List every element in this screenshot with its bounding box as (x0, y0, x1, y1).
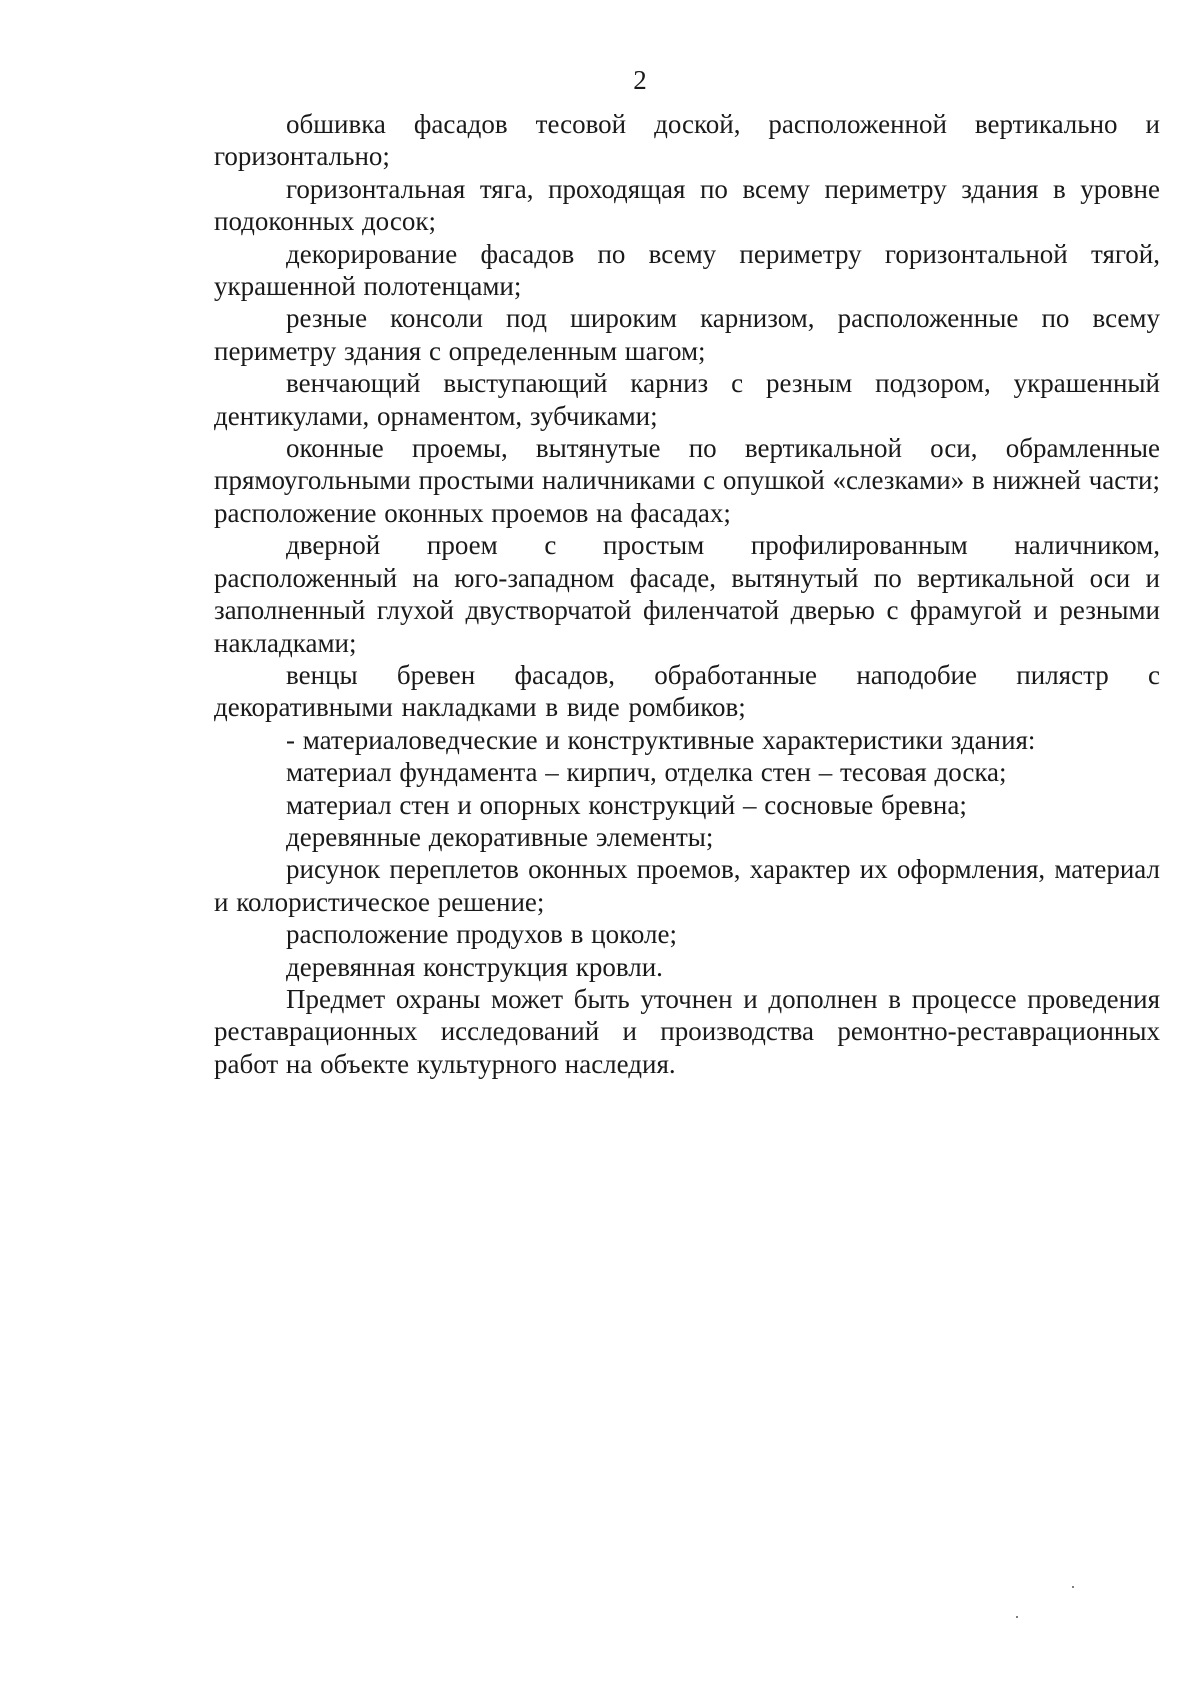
paragraph: обшивка фасадов тесовой доской, расположенной вертикально и горизонтально; (214, 109, 1160, 172)
paragraph: венцы бревен фасадов, обработанные наподобие пилястр с декоративными накладками в виде ромбиков; (214, 659, 1160, 723)
paragraph: дверной проем с простым профилированным наличником, расположенный на юго-западном фасаде, вытянутый по вертикальной оси и заполненный глухой двустворчатой филенчатой дверью с фрамугой и резными накладками; (214, 530, 1160, 658)
paragraph: оконные проемы, вытянутые по вертикальной оси, обрамленные прямоугольными простыми наличниками с опушкой «слезками» в нижней части; расположение оконных проемов на фасадах; (214, 433, 1160, 528)
scan-speck (1072, 1586, 1074, 1588)
paragraph: горизонтальная тяга, проходящая по всему периметру здания в уровне подоконных досок; (214, 173, 1160, 237)
paragraph: деревянные декоративные элементы; (286, 821, 714, 852)
paragraph: материал фундамента – кирпич, отделка стен – тесовая доска; (286, 757, 1007, 788)
paragraph: расположение продухов в цоколе; (286, 919, 677, 950)
paragraph: венчающий выступающий карниз с резным подзором, украшенный дентикулами, орнаментом, зубчиками; (214, 368, 1160, 431)
scan-speck (1016, 1616, 1018, 1618)
paragraph: рисунок переплетов оконных проемов, характер их оформления, материал и колористическое решение; (214, 854, 1160, 917)
paragraph: - материаловедческие и конструктивные характеристики здания: (286, 724, 1036, 755)
paragraph: Предмет охраны может быть уточнен и дополнен в процессе проведения реставрационных исследований и производства ремонтно-реставрационных работ на объекте культурного наследия. (214, 983, 1160, 1079)
page-number: 2 (633, 65, 647, 95)
paragraph: резные консоли под широким карнизом, расположенные по всему периметру здания с определенным шагом; (214, 303, 1160, 366)
paragraph: деревянная конструкция кровли. (286, 951, 663, 982)
paragraph: материал стен и опорных конструкций – сосновые бревна; (286, 789, 967, 820)
paragraph: декорирование фасадов по всему периметру горизонтальной тягой, украшенной полотенцами; (214, 238, 1160, 302)
document-body (214, 108, 1160, 1080)
